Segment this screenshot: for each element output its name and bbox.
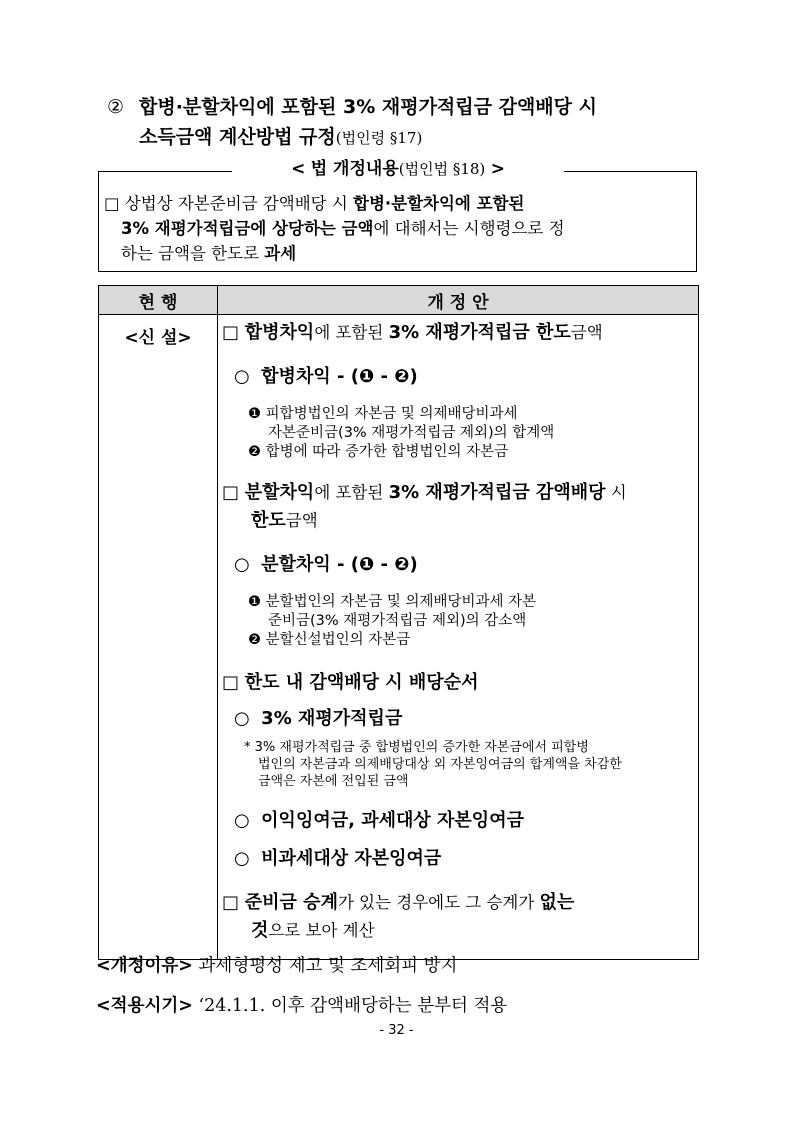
apply-label: <적용시기> <box>96 996 193 1016</box>
s2-item1-line1: 분할법인의 자본금 및 의제배당비과세 자본 <box>265 594 537 610</box>
division-item-2 <box>248 631 410 650</box>
s2-sub-bold: 분할차익 <box>261 554 331 575</box>
s1-mid: 에 포함된 <box>314 323 389 342</box>
s2-item2-line1: 분할신설법인의 자본금 <box>265 632 411 648</box>
heading-line2 <box>139 122 422 153</box>
note-mark: * <box>244 740 251 755</box>
summary-title <box>232 156 564 182</box>
s1-item1-line1: 피합병법인의 자본금 및 의제배당비과세 <box>265 406 518 422</box>
merger-formula <box>234 363 418 391</box>
heading-number: ② <box>107 96 125 118</box>
s2-sub-formula: - (❶ - ❷) <box>330 554 418 575</box>
order-item-1 <box>234 705 402 733</box>
s2-item2-mark: ❷ <box>248 632 261 648</box>
merger-item-2 <box>248 443 508 462</box>
summary-text-6: 과세 <box>264 244 297 263</box>
s4-mid: 가 있는 경우에도 그 승계가 <box>337 893 540 912</box>
s3-bold: 한도 내 감액배당 시 배당순서 <box>244 672 479 693</box>
order-1-text: 3% 재평가적립금 <box>261 708 403 729</box>
s2-mid: 에 포함된 <box>314 483 389 502</box>
header-proposal: 개 정 안 <box>218 286 699 315</box>
s1-sub-formula: - (❶ - ❷) <box>330 366 418 387</box>
reason-label: <개정이유> <box>96 956 193 976</box>
order-note <box>244 739 589 756</box>
summary-text <box>104 191 692 266</box>
summary-title-bold: 법 개정내용 <box>310 159 399 179</box>
s4-bold2: 없는 <box>539 892 575 913</box>
summary-title-open: < <box>291 159 306 179</box>
s4-bold: 준비금 승계 <box>244 892 338 913</box>
proposal-cell <box>218 315 699 960</box>
merger-item-1-cont: 자본준비금(3% 재평가적립금 제외)의 합계액 <box>268 425 555 441</box>
circle-5: ○ <box>234 848 250 869</box>
s2-line2-bold: 한도 <box>251 510 286 531</box>
s1-item2-line1: 합병에 따라 증가한 합병법인의 자본금 <box>265 444 509 460</box>
page-number: - 32 - <box>379 1023 414 1038</box>
checkbox-4: □ <box>222 892 240 913</box>
s1-bold: 합병차익 <box>244 322 315 343</box>
s1-bold2: 3% 재평가적립금 한도 <box>388 322 571 343</box>
circle-1: ○ <box>234 366 250 387</box>
current-cell: <신 설> <box>99 315 218 960</box>
summary-text-1: 상법상 자본준비금 감액배당 시 <box>124 194 354 213</box>
s4-line2-tail: 으로 보아 계산 <box>268 921 375 940</box>
checkbox-1: □ <box>222 322 240 343</box>
order-item-2 <box>234 807 524 835</box>
reason-text: 과세형평성 제고 및 조세회피 방지 <box>198 956 458 976</box>
summary-title-close: > <box>490 159 505 179</box>
division-item-1-cont: 준비금(3% 재평가적립금 제외)의 감소액 <box>268 613 527 629</box>
circle-4: ○ <box>234 810 250 831</box>
division-item-1 <box>248 593 536 612</box>
s2-item1-mark: ❶ <box>248 594 261 610</box>
order-item-3 <box>234 845 441 873</box>
merger-limit-item <box>222 319 603 347</box>
heading-line2-bold: 소득금액 계산방법 규정 <box>139 126 336 148</box>
heading-line2-ref: (법인령 §17) <box>335 129 423 147</box>
division-limit-item <box>222 479 627 507</box>
amendment-reason <box>96 952 457 980</box>
dividend-order-item <box>222 669 478 697</box>
apply-text: ‘24.1.1. 이후 감액배당하는 분부터 적용 <box>198 996 508 1016</box>
checkbox-3: □ <box>222 672 240 693</box>
summary-text-2: 합병·분할차익에 포함된 <box>353 194 525 213</box>
summary-text-4: 에 대해서는 시행령으로 정 <box>373 219 565 238</box>
summary-text-5: 하는 금액을 한도로 <box>121 244 265 263</box>
comparison-table <box>98 285 699 960</box>
s2-tail: 시 <box>605 483 627 502</box>
application-period <box>96 992 507 1020</box>
division-limit-item-cont <box>251 507 318 535</box>
checkbox-2: □ <box>222 482 240 503</box>
reserve-succession-item <box>222 889 574 917</box>
heading-line1: 합병·분할차익에 포함된 3% 재평가적립금 감액배당 시 <box>139 96 597 118</box>
s1-sub-bold: 합병차익 <box>261 366 331 387</box>
s1-item2-mark: ❷ <box>248 444 261 460</box>
order-3-text: 비과세대상 자본잉여금 <box>261 848 442 869</box>
reserve-succession-cont <box>251 917 375 945</box>
order-2-text: 이익잉여금, 과세대상 자본잉여금 <box>261 810 524 831</box>
division-formula <box>234 551 418 579</box>
order-note-line2: 법인의 자본금과 의제배당대상 외 자본잉여금의 합계액을 차감한 <box>258 757 622 772</box>
header-current: 현 행 <box>99 286 218 315</box>
circle-2: ○ <box>234 554 250 575</box>
s1-item1-mark: ❶ <box>248 406 261 422</box>
merger-item-1 <box>248 405 518 424</box>
s4-line2-bold: 것 <box>251 920 269 941</box>
s1-tail: 금액 <box>570 323 603 342</box>
s2-bold2: 3% 재평가적립금 감액배당 <box>388 482 606 503</box>
order-note-line3: 금액은 자본에 전입된 금액 <box>258 774 409 789</box>
note-line1: 3% 재평가적립금 중 합병법인의 증가한 자본금에서 피합병 <box>254 740 589 755</box>
summary-text-3: 3% 재평가적립금에 상당하는 금액 <box>121 219 374 238</box>
summary-checkbox: □ <box>104 194 120 213</box>
s2-line2-tail: 금액 <box>285 511 318 530</box>
circle-3: ○ <box>234 708 250 729</box>
s2-bold: 분할차익 <box>244 482 315 503</box>
summary-title-ref: (법인법 §18) <box>398 160 486 178</box>
